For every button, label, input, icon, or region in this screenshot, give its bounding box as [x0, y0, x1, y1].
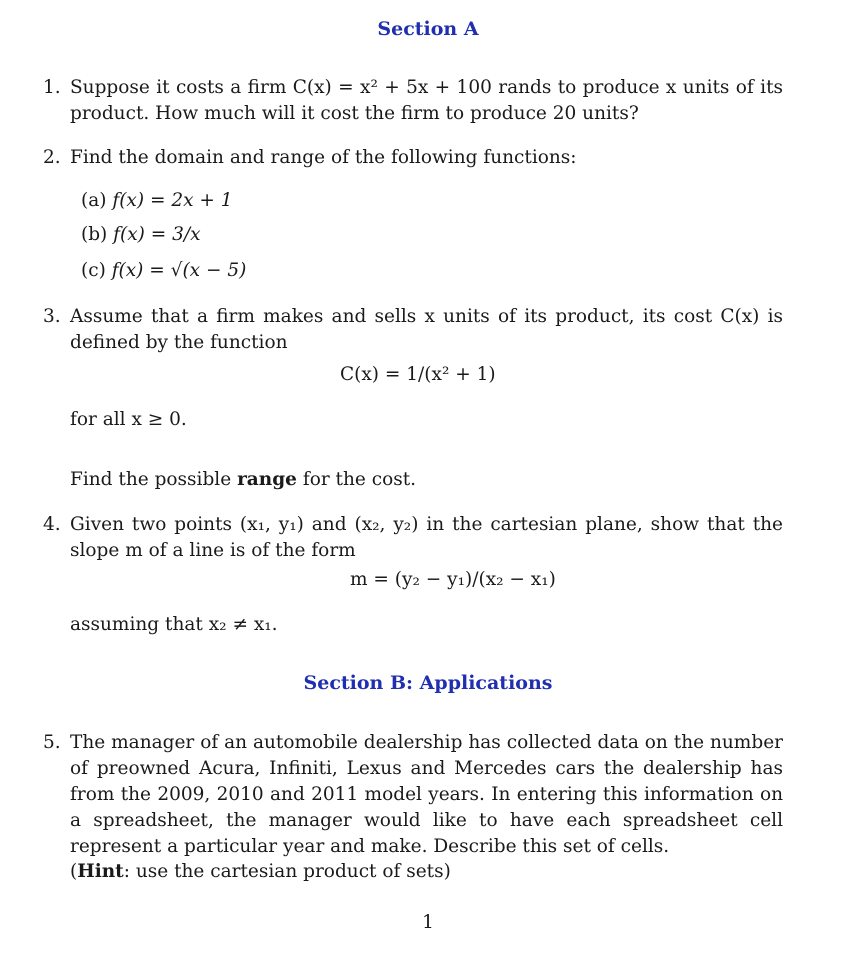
question-1-text: Suppose it costs a firm C(x) = x² + 5x + 100 rands to produce x units of its product. How much will it cost the firm to produce 20 units? — [70, 77, 783, 124]
question-4-equation: m = (y₂ − y₁)/(x₂ − x₁) — [350, 569, 556, 590]
question-4-number: 4. — [43, 514, 61, 535]
part-expression: f(x) = √(x − 5) — [111, 260, 247, 281]
question-3-condition: for all x ≥ 0. — [70, 409, 187, 430]
question-1 — [43, 75, 783, 127]
question-4-assumption: assuming that x₂ ≠ x₁. — [70, 614, 278, 635]
question-2-text: Find the domain and range of the following functions: — [70, 147, 577, 168]
question-5 — [43, 730, 783, 885]
hint-label: Hint — [77, 861, 124, 883]
question-4 — [43, 512, 783, 564]
question-3-ask — [70, 467, 416, 493]
question-1-number: 1. — [43, 77, 61, 98]
part-expression: f(x) = 3/x — [113, 224, 201, 245]
section-a-heading: Section A — [377, 18, 479, 40]
ask-prefix: Find the possible — [70, 469, 232, 490]
question-3-text: Assume that a firm makes and sells x units of its product, its cost C(x) is defined by the function — [70, 306, 783, 353]
question-2 — [43, 145, 783, 171]
question-5-number: 5. — [43, 732, 61, 753]
page-number: 1 — [422, 912, 434, 933]
part-label: (b) — [81, 224, 108, 245]
question-5-hint: (Hint: use the cartesian product of sets) — [70, 861, 451, 883]
question-5-text: The manager of an automobile dealership has collected data on the number of preowned Acura, Infiniti, Lexus and Mercedes cars the dealership has from the 2009, 2010 and 2011 model years. In entering this information on a spreadsheet, the manager would like to have each spreadsheet cell represent a particular year and make. Describe this set of cells. — [70, 732, 783, 857]
question-3-number: 3. — [43, 306, 61, 327]
part-expression: f(x) = 2x + 1 — [112, 190, 233, 211]
ask-suffix: for the cost. — [302, 469, 417, 490]
hint-text: : use the cartesian product of sets) — [123, 861, 451, 883]
part-label: (a) — [81, 190, 107, 211]
question-2-part-c — [81, 258, 246, 284]
question-2-part-a — [81, 188, 233, 214]
part-label: (c) — [81, 260, 106, 281]
question-2-number: 2. — [43, 147, 61, 168]
question-4-text: Given two points (x₁, y₁) and (x₂, y₂) in the cartesian plane, show that the slope m of a line is of the form — [70, 514, 783, 561]
section-b-heading: Section B: Applications — [303, 672, 553, 694]
question-3 — [43, 304, 783, 356]
ask-bold: range — [237, 469, 297, 490]
question-3-equation: C(x) = 1/(x² + 1) — [340, 364, 496, 385]
question-2-part-b — [81, 222, 201, 248]
